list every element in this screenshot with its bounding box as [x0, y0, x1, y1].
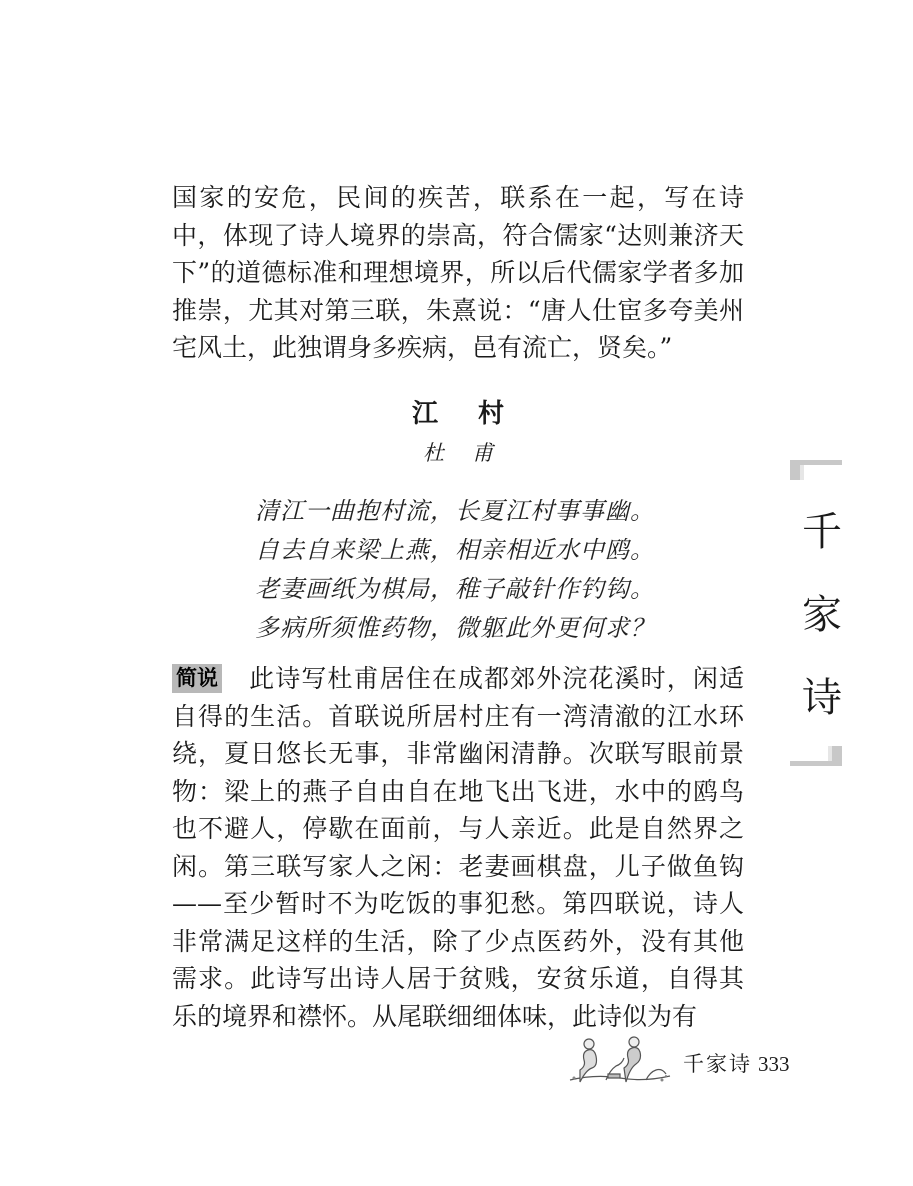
- poem-lines: [255, 492, 715, 648]
- page-number: 333: [758, 1052, 790, 1076]
- intro-paragraph: 国家的安危，民间的疾苦，联系在一起，写在诗中，体现了诗人境界的崇高，符合儒家“达则兼济天下”的道德标准和理想境界，所以后代儒家学者多加推崇，尤其对第三联，朱熹说：“唐人仕宦多夸美州宅风土，此独谓身多疾病，邑有流亡，贤矣。”: [172, 183, 744, 362]
- footer-book-title: 千家诗: [683, 1052, 752, 1076]
- poem-line: 老妻画纸为棋局，稚子敲针作钓钩。: [255, 575, 655, 603]
- side-char: 诗: [802, 675, 842, 721]
- poem-line: 清江一曲抱村流，长夏江村事事幽。: [255, 497, 655, 525]
- commentary-paragraph: [172, 660, 744, 1035]
- poem-line: 自去自来梁上燕，相亲相近水中鸥。: [255, 536, 655, 564]
- commentary-tag: 简说: [172, 664, 222, 693]
- poem-author: 杜甫: [423, 441, 521, 465]
- poem-title: 江村: [411, 399, 544, 429]
- scholars-illustration-icon: [566, 1030, 674, 1086]
- side-char: 家: [802, 592, 842, 638]
- side-tab: [790, 460, 842, 766]
- bracket-top-icon: [790, 460, 842, 480]
- poem-line: 多病所须惟药物，微躯此外更何求？: [255, 614, 655, 642]
- footer: [683, 1050, 790, 1078]
- side-char: 千: [802, 509, 842, 555]
- commentary-text: 此诗写杜甫居住在成都郊外浣花溪时，闲适自得的生活。首联说所居村庄有一湾清澈的江水环绕，夏日悠长无事，非常幽闲清静。次联写眼前景物：梁上的燕子自由自在地飞出飞进，水中的鸥鸟也不避人，停歇在面前，与人亲近。此是自然界之闲。第三联写家人之闲：老妻画棋盘，儿子做鱼钩——至少暂时不为吃饭的事犯愁。第四联说，诗人非常满足这样的生活，除了少点医药外，没有其他需求。此诗写出诗人居于贫贱，安贫乐道，自得其乐的境界和襟怀。从尾联细细体味，此诗似为有: [172, 664, 744, 1031]
- bracket-bottom-icon: [790, 746, 842, 766]
